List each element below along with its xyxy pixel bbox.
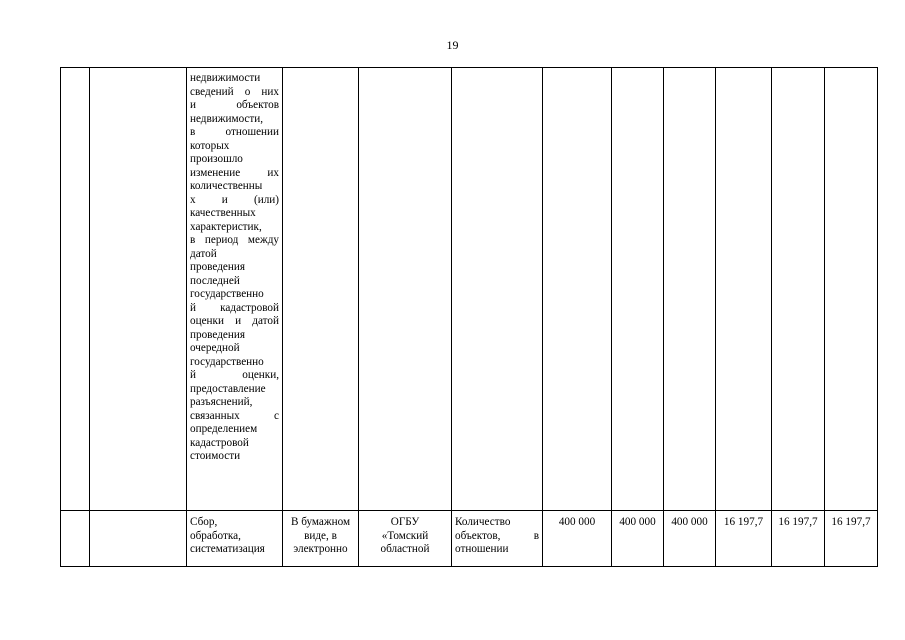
cell-value: 400 000 — [612, 511, 664, 567]
cell-value: 16 197,7 — [772, 511, 825, 567]
cell-indicator — [452, 511, 543, 567]
description-line: в период между — [190, 234, 279, 246]
description-line: произошло — [190, 153, 243, 165]
cell-form — [283, 511, 359, 567]
description-line: недвижимости, — [190, 112, 264, 125]
form-line: виде, в — [304, 529, 337, 542]
page-number: 19 — [446, 38, 459, 52]
description-line: разъяснений, — [190, 396, 253, 408]
description-line: государственно — [190, 288, 264, 300]
description-line: оценки и датой — [190, 315, 279, 327]
description-line: государственно — [190, 355, 264, 368]
description-line: качественных — [190, 207, 256, 219]
executor-line: областной — [380, 543, 430, 555]
cell-value — [825, 68, 878, 511]
cell-executor — [359, 511, 452, 567]
table-row — [61, 511, 878, 567]
cell-value — [772, 68, 825, 511]
description-line: очередной — [190, 342, 240, 354]
description-line: проведения — [190, 328, 245, 341]
cell-value: 400 000 — [664, 511, 716, 567]
description-line: проведения — [190, 261, 245, 273]
description-line: и объектов — [190, 99, 279, 111]
description-line: Сбор, — [190, 516, 218, 528]
cell-number — [61, 68, 90, 511]
description-line: й кадастровой — [190, 301, 279, 314]
cell-value: 400 000 — [543, 511, 612, 567]
description-line: недвижимости — [190, 72, 261, 84]
cell-number — [61, 511, 90, 567]
description-line: х и (или) — [190, 193, 279, 206]
executor-line: «Томский — [381, 529, 429, 542]
indicator-line: объектов, в — [455, 529, 539, 542]
description-line: кадастровой — [190, 436, 249, 449]
description-line: й оценки, — [190, 369, 279, 381]
cell-form — [283, 68, 359, 511]
description-line: связанных с — [190, 409, 279, 422]
indicator-line: Количество — [455, 516, 511, 528]
cell-value — [543, 68, 612, 511]
cell-indicator — [452, 68, 543, 511]
description-line: систематизация — [190, 543, 265, 555]
description-line: обработка, — [190, 529, 241, 542]
cell-value: 16 197,7 — [716, 511, 772, 567]
description-line: определением — [190, 423, 258, 435]
indicator-line: отношении — [455, 543, 509, 555]
form-line: электронно — [293, 543, 348, 555]
form-line: В бумажном — [290, 516, 351, 528]
table-row — [61, 68, 878, 511]
description-line: в отношении — [190, 126, 279, 138]
description-line: которых — [190, 139, 230, 152]
description-line: количественны — [190, 180, 263, 192]
description-line: характеристик, — [190, 220, 262, 233]
cell-executor — [359, 68, 452, 511]
cell-value — [612, 68, 664, 511]
cell-value — [716, 68, 772, 511]
cell-description — [187, 511, 283, 567]
document-table — [60, 67, 878, 567]
cell-value — [664, 68, 716, 511]
description-line: последней — [190, 274, 240, 287]
cell-description — [187, 68, 283, 511]
description-line: предоставление — [190, 382, 266, 395]
description-line: стоимости — [190, 450, 241, 462]
description-line: датой — [190, 247, 217, 260]
cell-service-name — [90, 68, 187, 511]
cell-value: 16 197,7 — [825, 511, 878, 567]
description-line: изменение их — [190, 166, 279, 179]
cell-service-name — [90, 511, 187, 567]
executor-line: ОГБУ — [390, 516, 420, 528]
description-line: сведений о них — [190, 85, 279, 98]
